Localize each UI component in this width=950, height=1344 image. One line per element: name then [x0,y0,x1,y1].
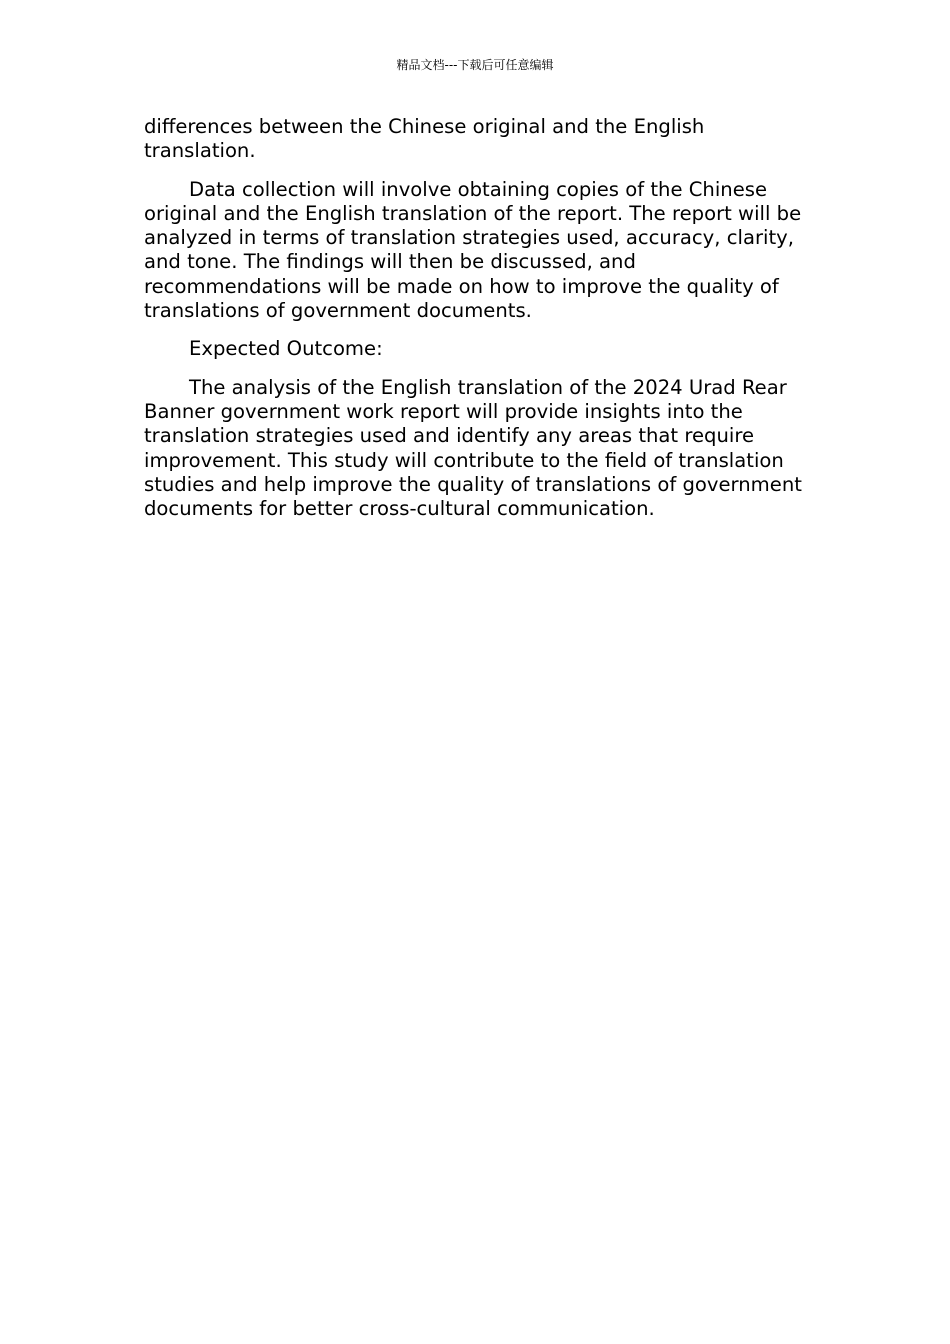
paragraph-expected-outcome: The analysis of the English translation of the 2024 Urad Rear Banner government work report will provide insights into the translation strategies used and identify any areas that require improvement. This study will contribute to the field of translation studies and help improve the quality of translations of government documents for better cross-cultural communication. [144,375,802,521]
document-body [144,115,809,535]
paragraph-data-collection: Data collection will involve obtaining copies of the Chinese original and the English translation of the report. The report will be analyzed in terms of translation strategies used, accuracy, clarity, and tone. The findings will then be discussed, and recommendations will be made on how to improve the quality of translations of government documents. [144,177,802,323]
paragraph-continuation: differences between the Chinese original and the English translation. [144,115,705,163]
page-header: 精品文档---下载后可任意编辑 [396,58,554,72]
section-heading-expected-outcome: Expected Outcome: [189,337,383,361]
